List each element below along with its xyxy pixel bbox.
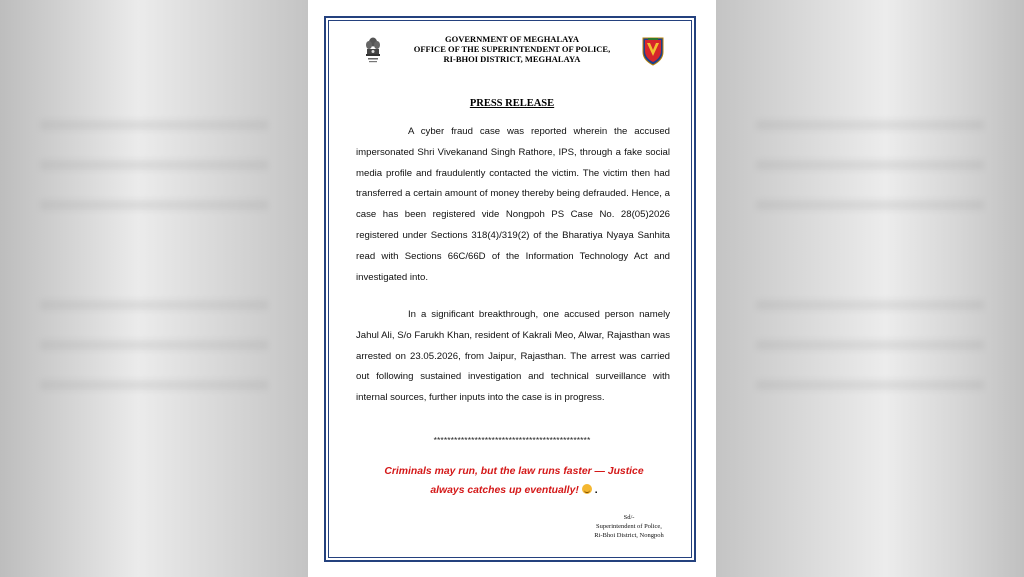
police-crest-icon bbox=[641, 36, 665, 66]
press-release-document bbox=[308, 0, 716, 577]
blurred-text-band bbox=[756, 380, 984, 390]
signature-designation: Superintendent of Police, bbox=[596, 523, 662, 530]
signature-block bbox=[574, 513, 684, 540]
blurred-text-band bbox=[40, 340, 268, 350]
blurred-text-band bbox=[40, 120, 268, 130]
header-district: RI-BHOI DISTRICT, MEGHALAYA bbox=[443, 54, 581, 64]
signature-district: Ri-Bhoi District, Nongpoh bbox=[594, 532, 664, 539]
blurred-background-left bbox=[0, 0, 308, 577]
slogan-end-dot: . bbox=[594, 485, 598, 496]
blurred-text-band bbox=[756, 200, 984, 210]
paragraph-arrest-details: In a significant breakthrough, one accused person namely Jahul Ali, S/o Farukh Khan, resident of Kakrali Meo, Alwar, Rajasthan was arrested on 23.05.2026, from Jaipur, Rajasthan. The arrest was carried out following sustained investigation and technical surveillance with internal sources, further inputs into the case is in progress. bbox=[356, 309, 670, 404]
blurred-text-band bbox=[756, 160, 984, 170]
slogan bbox=[366, 462, 662, 500]
signature-sd: Sd/- bbox=[623, 514, 635, 521]
slogan-text: Criminals may run, but the law runs faster — Justice always catches up eventually! bbox=[384, 466, 644, 496]
blurred-text-band bbox=[40, 160, 268, 170]
blurred-text-band bbox=[756, 300, 984, 310]
smiling-face-icon bbox=[582, 484, 592, 494]
press-release-title: PRESS RELEASE bbox=[469, 98, 555, 109]
header-office: OFFICE OF THE SUPERINTENDENT OF POLICE, bbox=[413, 44, 611, 54]
blurred-text-band bbox=[756, 340, 984, 350]
blurred-text-band bbox=[40, 300, 268, 310]
document-border bbox=[324, 16, 696, 562]
blurred-background-right bbox=[716, 0, 1024, 577]
paragraph-case-details: A cyber fraud case was reported wherein the accused impersonated Shri Vivekanand Singh Rathore, IPS, through a fake social media profile and fraudulently contacted the victim. The victim then had transferred a certain amount of money thereby being defrauded. Hence, a case has been registered vide Nongpoh PS Case No. 28(05)2026 registered under Sections 318(4)/319(2) of the Bharatiya Nyaya Sanhita read with Sections 66C/66D of the Information Technology Act and investigated into. bbox=[356, 126, 670, 283]
separator-line: ********************************************** bbox=[433, 435, 591, 445]
blurred-text-band bbox=[756, 120, 984, 130]
blurred-text-band bbox=[40, 380, 268, 390]
blurred-text-band bbox=[40, 200, 268, 210]
header-government: GOVERNMENT OF MEGHALAYA bbox=[445, 34, 579, 44]
